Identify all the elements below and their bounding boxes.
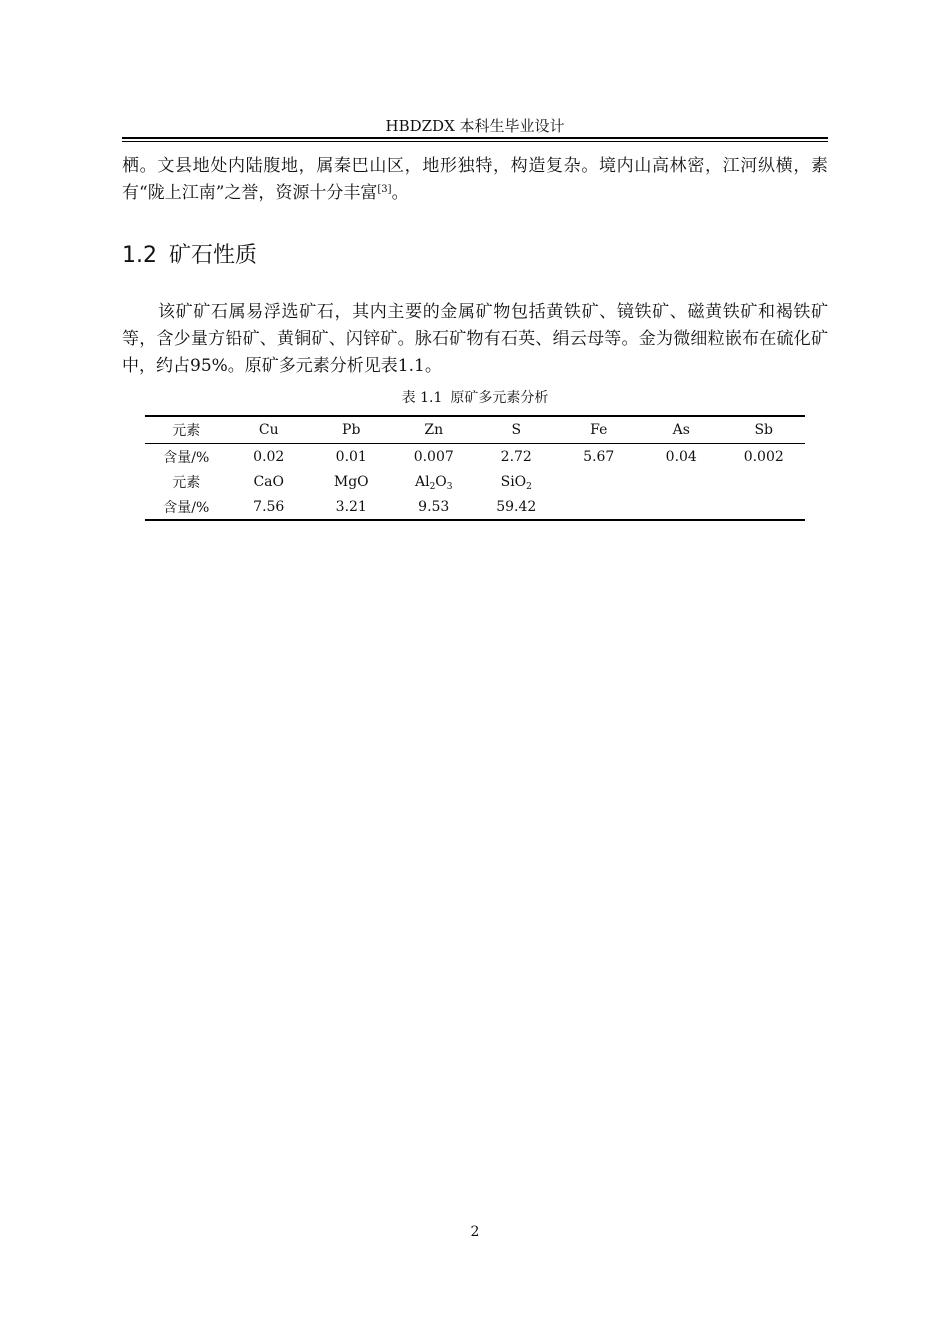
table-cell: 9.53 <box>393 494 476 520</box>
table-cell: 含量/% <box>145 494 228 520</box>
formula-part: Al <box>414 473 430 490</box>
table-cell-empty <box>640 469 723 494</box>
table-row <box>145 444 805 470</box>
paragraph-intro <box>122 153 828 207</box>
table-cell: 7.56 <box>228 494 311 520</box>
table-cell: Sb <box>723 416 806 444</box>
table-cell: 0.007 <box>413 448 454 465</box>
element-analysis-table <box>145 415 805 521</box>
paragraph-intro-tail: 。 <box>391 183 409 203</box>
table-row <box>145 469 805 494</box>
table-cell-empty <box>723 494 806 520</box>
table-cell: 0.02 <box>253 448 285 465</box>
section-heading <box>122 240 257 272</box>
table-cell: 元素 <box>145 416 228 444</box>
page-header: HBDZDX 本科生毕业设计 <box>385 117 565 135</box>
table-cell: 3.21 <box>310 494 393 520</box>
table-cell-empty <box>558 494 641 520</box>
page-number: 2 <box>470 1224 480 1240</box>
formula-subscript: 3 <box>446 481 453 492</box>
table-cell: Pb <box>310 416 393 444</box>
table-cell: As <box>640 416 723 444</box>
table-cell: 含量/% <box>163 449 210 466</box>
paragraph-intro-text: 栖。文县地处内陆腹地，属秦巴山区，地形独特，构造复杂。境内山高林密，江河纵横，素有“陇上江南”之誉，资源十分丰富 <box>122 156 828 203</box>
table-row <box>145 494 805 520</box>
section-title: 矿石性质 <box>169 243 258 268</box>
table-caption <box>122 387 828 409</box>
table-cell: 5.67 <box>583 448 615 465</box>
header-rule-thick <box>122 137 828 139</box>
section-number: 1.2 <box>122 243 157 268</box>
table-cell-empty <box>640 494 723 520</box>
table-cell: Zn <box>393 416 476 444</box>
formula-part: O <box>435 473 447 490</box>
formula-part: SiO <box>500 473 527 490</box>
table-caption-number: 表 1.1 <box>401 390 443 406</box>
table-cell-empty <box>558 469 641 494</box>
table-cell: 2.72 <box>500 448 532 465</box>
table-cell: 0.002 <box>743 448 784 465</box>
table-cell-al2o3 <box>393 469 476 494</box>
table-cell: MgO <box>333 473 369 490</box>
table-cell: Fe <box>558 416 641 444</box>
table-cell-sio2 <box>475 469 558 494</box>
table-cell: 0.04 <box>665 448 697 465</box>
formula-subscript: 2 <box>526 481 532 492</box>
paragraph-ore-properties: 该矿矿石属易浮选矿石，其内主要的金属矿物包括黄铁矿、镜铁矿、磁黄铁矿和褐铁矿等，含少量方铅矿、黄铜矿、闪锌矿。脉石矿物有石英、绢云母等。金为微细粒嵌布在硫化矿中，约占95%。原矿多元素分析见表1.1。 <box>122 302 828 376</box>
table-cell: Cu <box>228 416 311 444</box>
table-cell-empty <box>723 469 806 494</box>
formula-subscript: 2 <box>429 481 436 492</box>
table-cell: 0.01 <box>335 448 367 465</box>
table-cell: 元素 <box>172 474 201 491</box>
table-caption-title: 原矿多元素分析 <box>450 390 549 406</box>
header-rule-thin <box>122 141 828 142</box>
table-row <box>145 416 805 444</box>
table-cell: S <box>475 416 558 444</box>
table-cell: CaO <box>253 473 285 490</box>
table-cell: 59.42 <box>475 494 558 520</box>
citation-ref[interactable]: [3] <box>377 184 392 195</box>
